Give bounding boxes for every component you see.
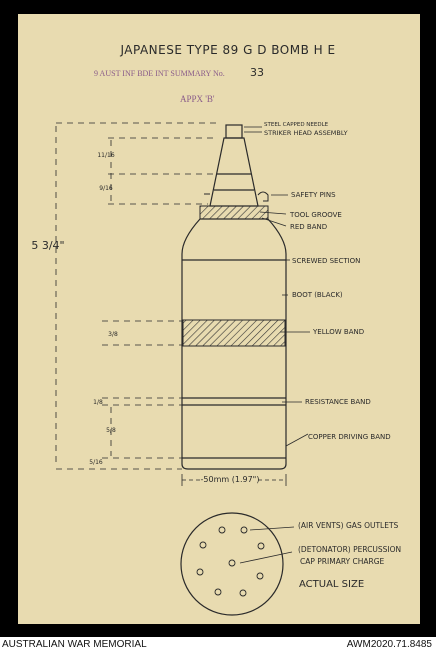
safety-pin bbox=[258, 192, 268, 201]
nose-cone bbox=[210, 138, 258, 206]
base-view bbox=[181, 513, 283, 615]
label-yellow-band: YELLOW BAND bbox=[313, 328, 365, 336]
gas-outlet-holes bbox=[197, 527, 264, 596]
label-gas-outlets: (AIR VENTS) GAS OUTLETS bbox=[298, 521, 399, 530]
page-title: JAPANESE TYPE 89 G D BOMB H E bbox=[120, 43, 336, 57]
label-red-band: RED BAND bbox=[290, 223, 328, 231]
appendix-label: APPX 'B' bbox=[180, 94, 215, 104]
label-screwed-section: SCREWED SECTION bbox=[292, 257, 361, 265]
footer-bar bbox=[0, 637, 436, 653]
label-striker-head: STRIKER HEAD ASSEMBLY bbox=[264, 129, 348, 137]
dim-top: 11/16 bbox=[97, 152, 115, 159]
dim-resistance: 1/8 bbox=[93, 399, 103, 406]
dim-lower: 5/8 bbox=[106, 427, 116, 434]
footer-credit: AUSTRALIAN WAR MEMORIAL bbox=[2, 639, 147, 650]
label-resistance-band: RESISTANCE BAND bbox=[305, 398, 371, 406]
dim-overall: 5 3/4" bbox=[31, 239, 65, 252]
label-actual-size: ACTUAL SIZE bbox=[299, 579, 365, 590]
dim-width: -50mm (1.97") bbox=[200, 475, 260, 484]
label-boot: BOOT (BLACK) bbox=[292, 291, 343, 299]
label-safety-pins: SAFETY PINS bbox=[291, 191, 336, 199]
tool-groove-band bbox=[200, 206, 268, 219]
yellow-band-stripe bbox=[183, 320, 285, 346]
document-sheet bbox=[18, 14, 420, 624]
dim-second: 9/16 bbox=[99, 185, 113, 192]
label-percussion-1: (DETONATOR) PERCUSSION bbox=[298, 545, 402, 554]
dim-yellow: 3/8 bbox=[108, 331, 118, 338]
bomb-diagram bbox=[18, 14, 420, 624]
label-percussion-2: CAP PRIMARY CHARGE bbox=[300, 557, 385, 566]
label-steel-capped-needle: STEEL CAPPED NEEDLE bbox=[264, 122, 329, 128]
label-copper-band: COPPER DRIVING BAND bbox=[308, 433, 391, 441]
footer-accession: AWM2020.71.8485 bbox=[346, 639, 432, 650]
label-tool-groove: TOOL GROOVE bbox=[290, 211, 342, 219]
bomb-outline bbox=[182, 125, 286, 469]
summary-number: 33 bbox=[250, 66, 264, 79]
dim-bottom: 5/16 bbox=[89, 459, 103, 466]
striker-cap bbox=[226, 125, 242, 138]
summary-stamp: 9 AUST INF BDE INT SUMMARY No. bbox=[94, 69, 225, 78]
percussion-cap-hole bbox=[229, 560, 235, 566]
dimension-lines bbox=[56, 123, 218, 469]
